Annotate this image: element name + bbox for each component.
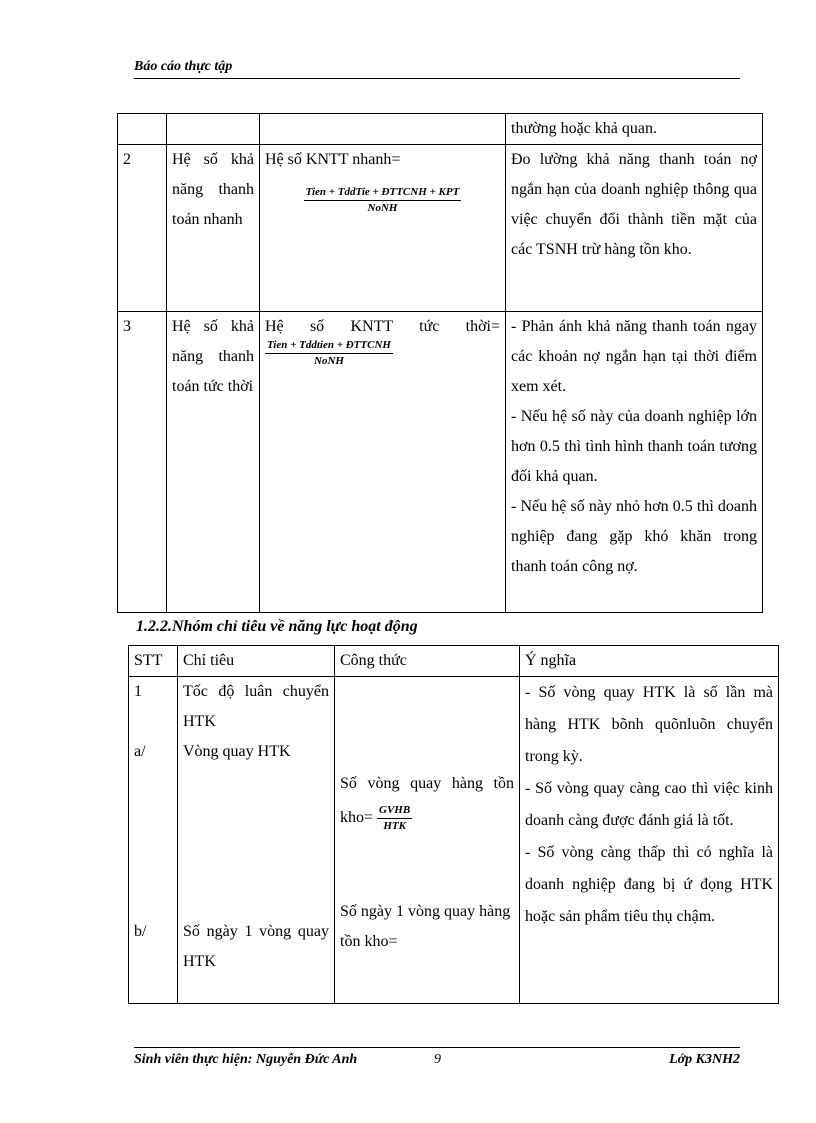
section-heading: 1.2.2.Nhóm chỉ tiêu về năng lực hoạt động bbox=[136, 618, 418, 635]
column-header: Công thức bbox=[335, 646, 520, 677]
formula-cell bbox=[260, 312, 506, 613]
indicator-cell bbox=[178, 677, 335, 1004]
indicator-main: Tốc độ luân chuyển HTK bbox=[183, 683, 329, 730]
indicator-cell: Hệ số khả năng thanh toán tức thời bbox=[167, 312, 260, 613]
activity-ratio-table bbox=[128, 645, 779, 1004]
header-title: Báo cáo thực tập bbox=[134, 59, 233, 74]
stt-cell: 2 bbox=[118, 145, 167, 312]
formula-fraction bbox=[265, 338, 393, 368]
formula-numerator: Tien + Tddtien + ĐTTCNH bbox=[265, 338, 393, 354]
meaning-point: - Nếu hệ số này nhỏ hơn 0.5 thì doanh nghiệp đang gặp khó khăn trong thanh toán công nợ. bbox=[511, 498, 757, 575]
formula-numerator: Tien + TddTie + ĐTTCNH + KPT bbox=[304, 185, 462, 201]
formula-label: Số vòng quay hàng tồn kho= bbox=[340, 775, 514, 826]
formula-fraction bbox=[304, 185, 462, 215]
footer-author: Sinh viên thực hiện: Nguyễn Đức Anh bbox=[134, 1052, 358, 1067]
indicator-sub-b: Số ngày 1 vòng quay HTK bbox=[183, 923, 329, 970]
column-header: Chỉ tiêu bbox=[178, 646, 335, 677]
meaning-point: - Số vòng quay càng cao thì việc kinh doanh càng được đánh giá là tốt. bbox=[525, 780, 773, 829]
formula-fraction bbox=[377, 803, 412, 833]
stt-sub-b: b/ bbox=[134, 923, 147, 940]
page-header bbox=[134, 58, 740, 79]
meaning-cell: thường hoặc khả quan. bbox=[506, 114, 763, 145]
formula-numerator: GVHB bbox=[377, 803, 412, 819]
formula-label: Hệ số KNTT nhanh= bbox=[265, 151, 401, 168]
meaning-cell: Đo lường khả năng thanh toán nợ ngắn hạn của doanh nghiệp thông qua việc chuyển đổi thành tiền mặt của các TSNH trừ hàng tồn kho. bbox=[506, 145, 763, 312]
formula-label: Số ngày 1 vòng quay hàng tồn kho= bbox=[340, 903, 511, 950]
ratio-table-continued bbox=[117, 113, 763, 613]
formula-denominator: NoNH bbox=[314, 355, 344, 368]
formula-denominator: NoNH bbox=[367, 202, 398, 215]
page-number: 9 bbox=[434, 1052, 441, 1067]
footer-class: Lớp K3NH2 bbox=[669, 1052, 740, 1067]
table-row bbox=[129, 677, 779, 1004]
stt-sub-a: a/ bbox=[134, 743, 146, 760]
table-header-row bbox=[129, 646, 779, 677]
indicator-cell: Hệ số khả năng thanh toán nhanh bbox=[167, 145, 260, 312]
meaning-point: - Số vòng quay HTK là số lần mà hàng HTK bõnh quõnluõn chuyển trong kỳ. bbox=[525, 684, 773, 765]
stt-cell bbox=[129, 677, 178, 1004]
formula-cell bbox=[335, 677, 520, 1004]
table-row bbox=[118, 312, 763, 613]
table-row bbox=[118, 114, 763, 145]
meaning-point: - Phản ánh khả năng thanh toán ngay các khoản nợ ngắn hạn tại thời điểm xem xét. bbox=[511, 318, 757, 395]
page-footer bbox=[134, 1047, 740, 1071]
meaning-point: - Số vòng càng thấp thì có nghĩa là doanh nghiệp đang bị ứ đọng HTK hoặc sản phẩm tiêu thụ chậm. bbox=[525, 844, 773, 925]
meaning-cell bbox=[520, 677, 779, 1004]
meaning-point: - Nếu hệ số này của doanh nghiệp lớn hơn 0.5 thì tình hình thanh toán tương đối khả quan. bbox=[511, 408, 757, 485]
formula-denominator: HTK bbox=[383, 820, 406, 833]
indicator-sub-a: Vòng quay HTK bbox=[183, 743, 291, 760]
formula-label: Hệ số KNTT tức thời= bbox=[265, 318, 500, 335]
meaning-cell bbox=[506, 312, 763, 613]
formula-cell bbox=[260, 145, 506, 312]
column-header: STT bbox=[129, 646, 178, 677]
table-row bbox=[118, 145, 763, 312]
column-header: Ý nghĩa bbox=[520, 646, 779, 677]
stt-cell: 3 bbox=[118, 312, 167, 613]
stt-main: 1 bbox=[134, 683, 142, 700]
